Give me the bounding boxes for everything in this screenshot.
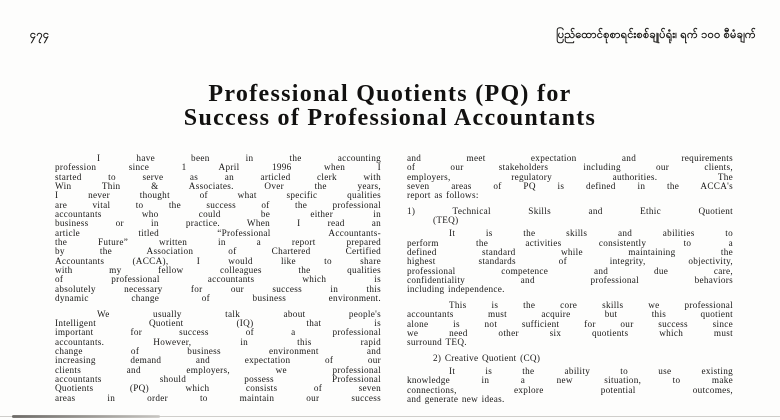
text-line: accountants. However, in this rapid	[55, 336, 381, 347]
text-line: important for success of a professional	[55, 327, 381, 338]
text-line: started to serve as an articled clerk with	[55, 171, 381, 182]
text-line: perform the activities consistently to a	[407, 237, 733, 248]
text-line: accountants who could be either in	[55, 209, 381, 220]
heading-teq	[407, 207, 733, 226]
text-line: of our stakeholders including our clients,	[407, 162, 733, 173]
text-line: This is the core skills we professional	[449, 299, 733, 310]
heading-cq	[407, 354, 733, 363]
text-line: professional competence and due care,	[407, 265, 733, 276]
scan-bottom-shadow-mark	[12, 415, 160, 418]
text-line: employers, regulatory authorities. The	[407, 171, 733, 182]
text-line: I never thought of what specific qualities	[55, 190, 381, 201]
paragraph-teq-core-skills	[407, 301, 733, 348]
text-line: we need other six quotients which must	[407, 327, 733, 338]
paragraph-teq-definition	[407, 229, 733, 294]
text-line: areas in order to maintain our success	[55, 392, 381, 403]
text-line: It is the ability to use existing	[449, 365, 733, 376]
text-line: seven areas of PQ is defined in the ACCA's	[407, 181, 733, 192]
paragraph-cq-definition	[407, 367, 733, 404]
text-line: 1) Technical Skills and Ethic Quotient	[407, 205, 733, 216]
text-line: accountants must acquire but this quotient	[407, 309, 733, 320]
article-title-line1: Professional Quotients (PQ) for	[208, 81, 572, 107]
text-line: absolutely necessary for our success in this	[55, 283, 381, 294]
paragraph-iq-pq	[55, 310, 381, 403]
text-line: accountants should possess Professional	[55, 373, 381, 384]
right-column	[407, 154, 733, 410]
text-line: by the Association of Chartered Certified	[55, 246, 381, 257]
text-line: increasing demand and expectation of our	[55, 355, 381, 366]
text-line: of professional accountants which is	[55, 274, 381, 285]
text-line: Intelligent Quotient (IQ) that is	[55, 317, 381, 328]
text-line: highest standards of integrity, objectivity,	[407, 256, 733, 267]
article-title-line2: Success of Professional Accountants	[183, 105, 597, 131]
text-line: clients and employers, we professional	[55, 364, 381, 375]
text-line: I have been in the accounting	[97, 153, 381, 163]
left-column	[55, 154, 381, 410]
text-line: and meet expectation and requirements	[407, 153, 733, 163]
paragraph-stakeholders	[407, 154, 733, 201]
text-line: report as follows:	[407, 190, 479, 201]
text-line: the Future” written in a report prepared	[55, 237, 381, 248]
page-number: ၄၇၄	[30, 29, 50, 41]
text-line: Accountants (ACCA), I would like to share	[55, 255, 381, 266]
text-line: connections, explore potential outcomes,	[407, 384, 733, 395]
text-line: 2) Creative Quotient (CQ)	[433, 352, 541, 363]
text-line: Quotients (PQ) which consists of seven	[55, 383, 381, 394]
running-header	[30, 28, 756, 44]
text-line: (TEQ)	[433, 215, 459, 226]
text-line: business or in practice. When I read an	[55, 218, 381, 229]
publication-title: ပြည်ထောင်စုစာရင်းစစ်ချုပ်ရုံး၊ ရက် ၁၀၀ စီမံချက်	[556, 29, 756, 41]
text-line: including independence.	[407, 284, 505, 295]
text-line: alone is not sufficient for our success since	[407, 318, 733, 329]
text-line: are vital to the success of the professional	[55, 199, 381, 210]
text-line: with my fellow colleagues the qualities	[55, 265, 381, 276]
article-title	[0, 82, 780, 130]
text-line: Win Thin & Associates. Over the years,	[55, 181, 381, 192]
text-line: It is the skills and abilities to	[449, 228, 733, 239]
text-line: confidentiality and professional behaviors	[407, 275, 733, 286]
text-line: surround TEQ.	[407, 337, 467, 348]
text-line: article titled “Professional Accountants-	[55, 227, 381, 238]
text-line: knowledge in a new situation, to make	[407, 375, 733, 386]
paragraph-intro	[55, 154, 381, 304]
text-line: defined standard while maintaining the	[407, 247, 733, 258]
text-line: dynamic change of business environment.	[55, 293, 381, 304]
text-line: We usually talk about people's	[97, 308, 381, 319]
body-columns	[55, 154, 733, 410]
text-line: profession since 1 April 1996 when I	[55, 162, 381, 173]
text-line: and generate new ideas.	[407, 393, 505, 404]
text-line: change of business environment and	[55, 345, 381, 356]
